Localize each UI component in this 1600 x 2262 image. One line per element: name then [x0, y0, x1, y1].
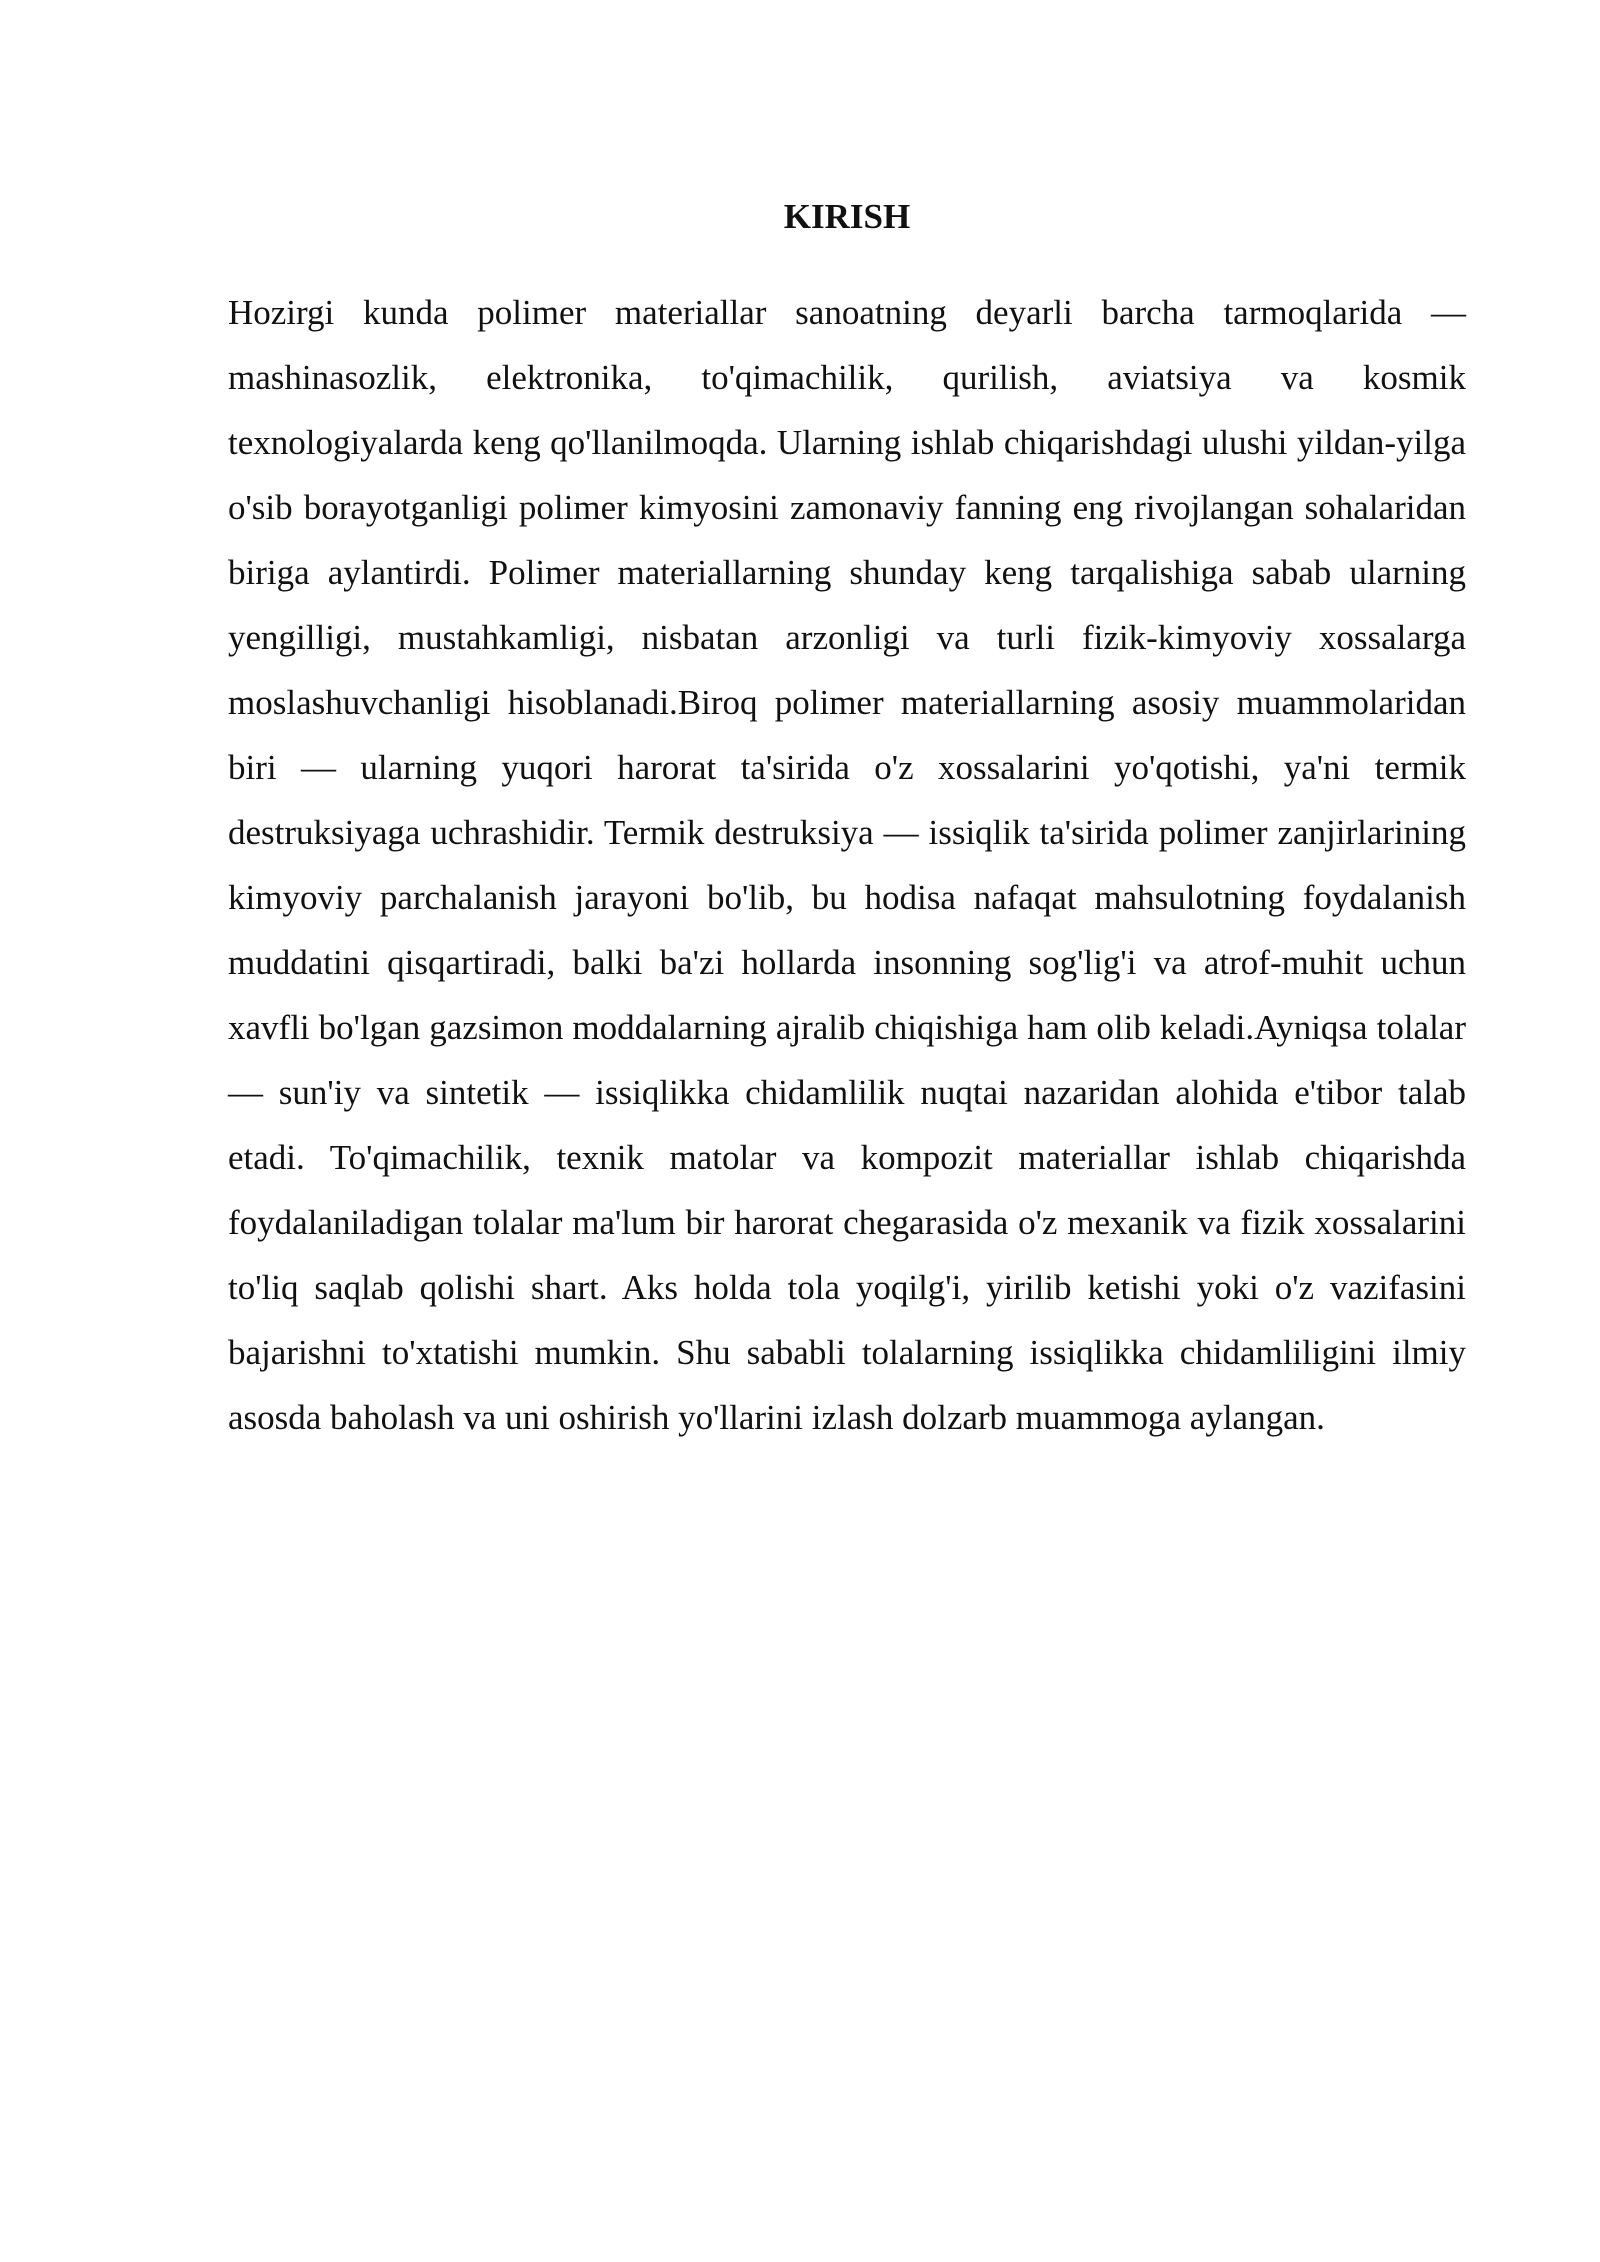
body-paragraph: Hozirgi kunda polimer materiallar sanoatning deyarli barcha tarmoqlarida — mashinasozlik, elektronika, to'qimachilik, qurilish, aviatsiya va kosmik texnologiyalarda keng qo'llanilmoqda. Ularning ishlab chiqarishdagi ulushi yildan-yilga o'sib borayotganligi polimer kimyosini zamonaviy fanning eng rivojlangan sohalaridan biriga aylantirdi. Polimer materiallarning shunday keng tarqalishiga sabab ularning yengilligi, mustahkamligi, nisbatan arzonligi va turli fizik-kimyoviy xossalarga moslashuvchanligi hisoblanadi.Biroq polimer materiallarning asosiy muammolaridan biri — ularning yuqori harorat ta'sirida o'z xossalarini yo'qotishi, ya'ni termik destruksiyaga uchrashidir. Termik destruksiya — issiqlik ta'sirida polimer zanjirlarining kimyoviy parchalanish jarayoni bo'lib, bu hodisa nafaqat mahsulotning foydalanish muddatini qisqartiradi, balki ba'zi hollarda insonning sog'lig'i va atrof-muhit uchun xavfli bo'lgan gazsimon moddalarning ajralib chiqishiga ham olib keladi.Ayniqsa tolalar — sun'iy va sintetik — issiqlikka chidamlilik nuqtai nazaridan alohida e'tibor talab etadi. To'qimachilik, texnik matolar va kompozit materiallar ishlab chiqarishda foydalaniladigan tolalar ma'lum bir harorat chegarasida o'z mexanik va fizik xossalarini to'liq saqlab qolishi shart. Aks holda tola yoqilg'i, yirilib ketishi yoki o'z vazifasini bajarishni to'xtatishi mumkin. Shu sababli tolalarning issiqlikka chidamliligini ilmiy asosda baholash va uni oshirish yo'llarini izlash dolzarb muammoga aylangan.: [228, 293, 1466, 1437]
page-title: KIRISH: [783, 197, 911, 236]
